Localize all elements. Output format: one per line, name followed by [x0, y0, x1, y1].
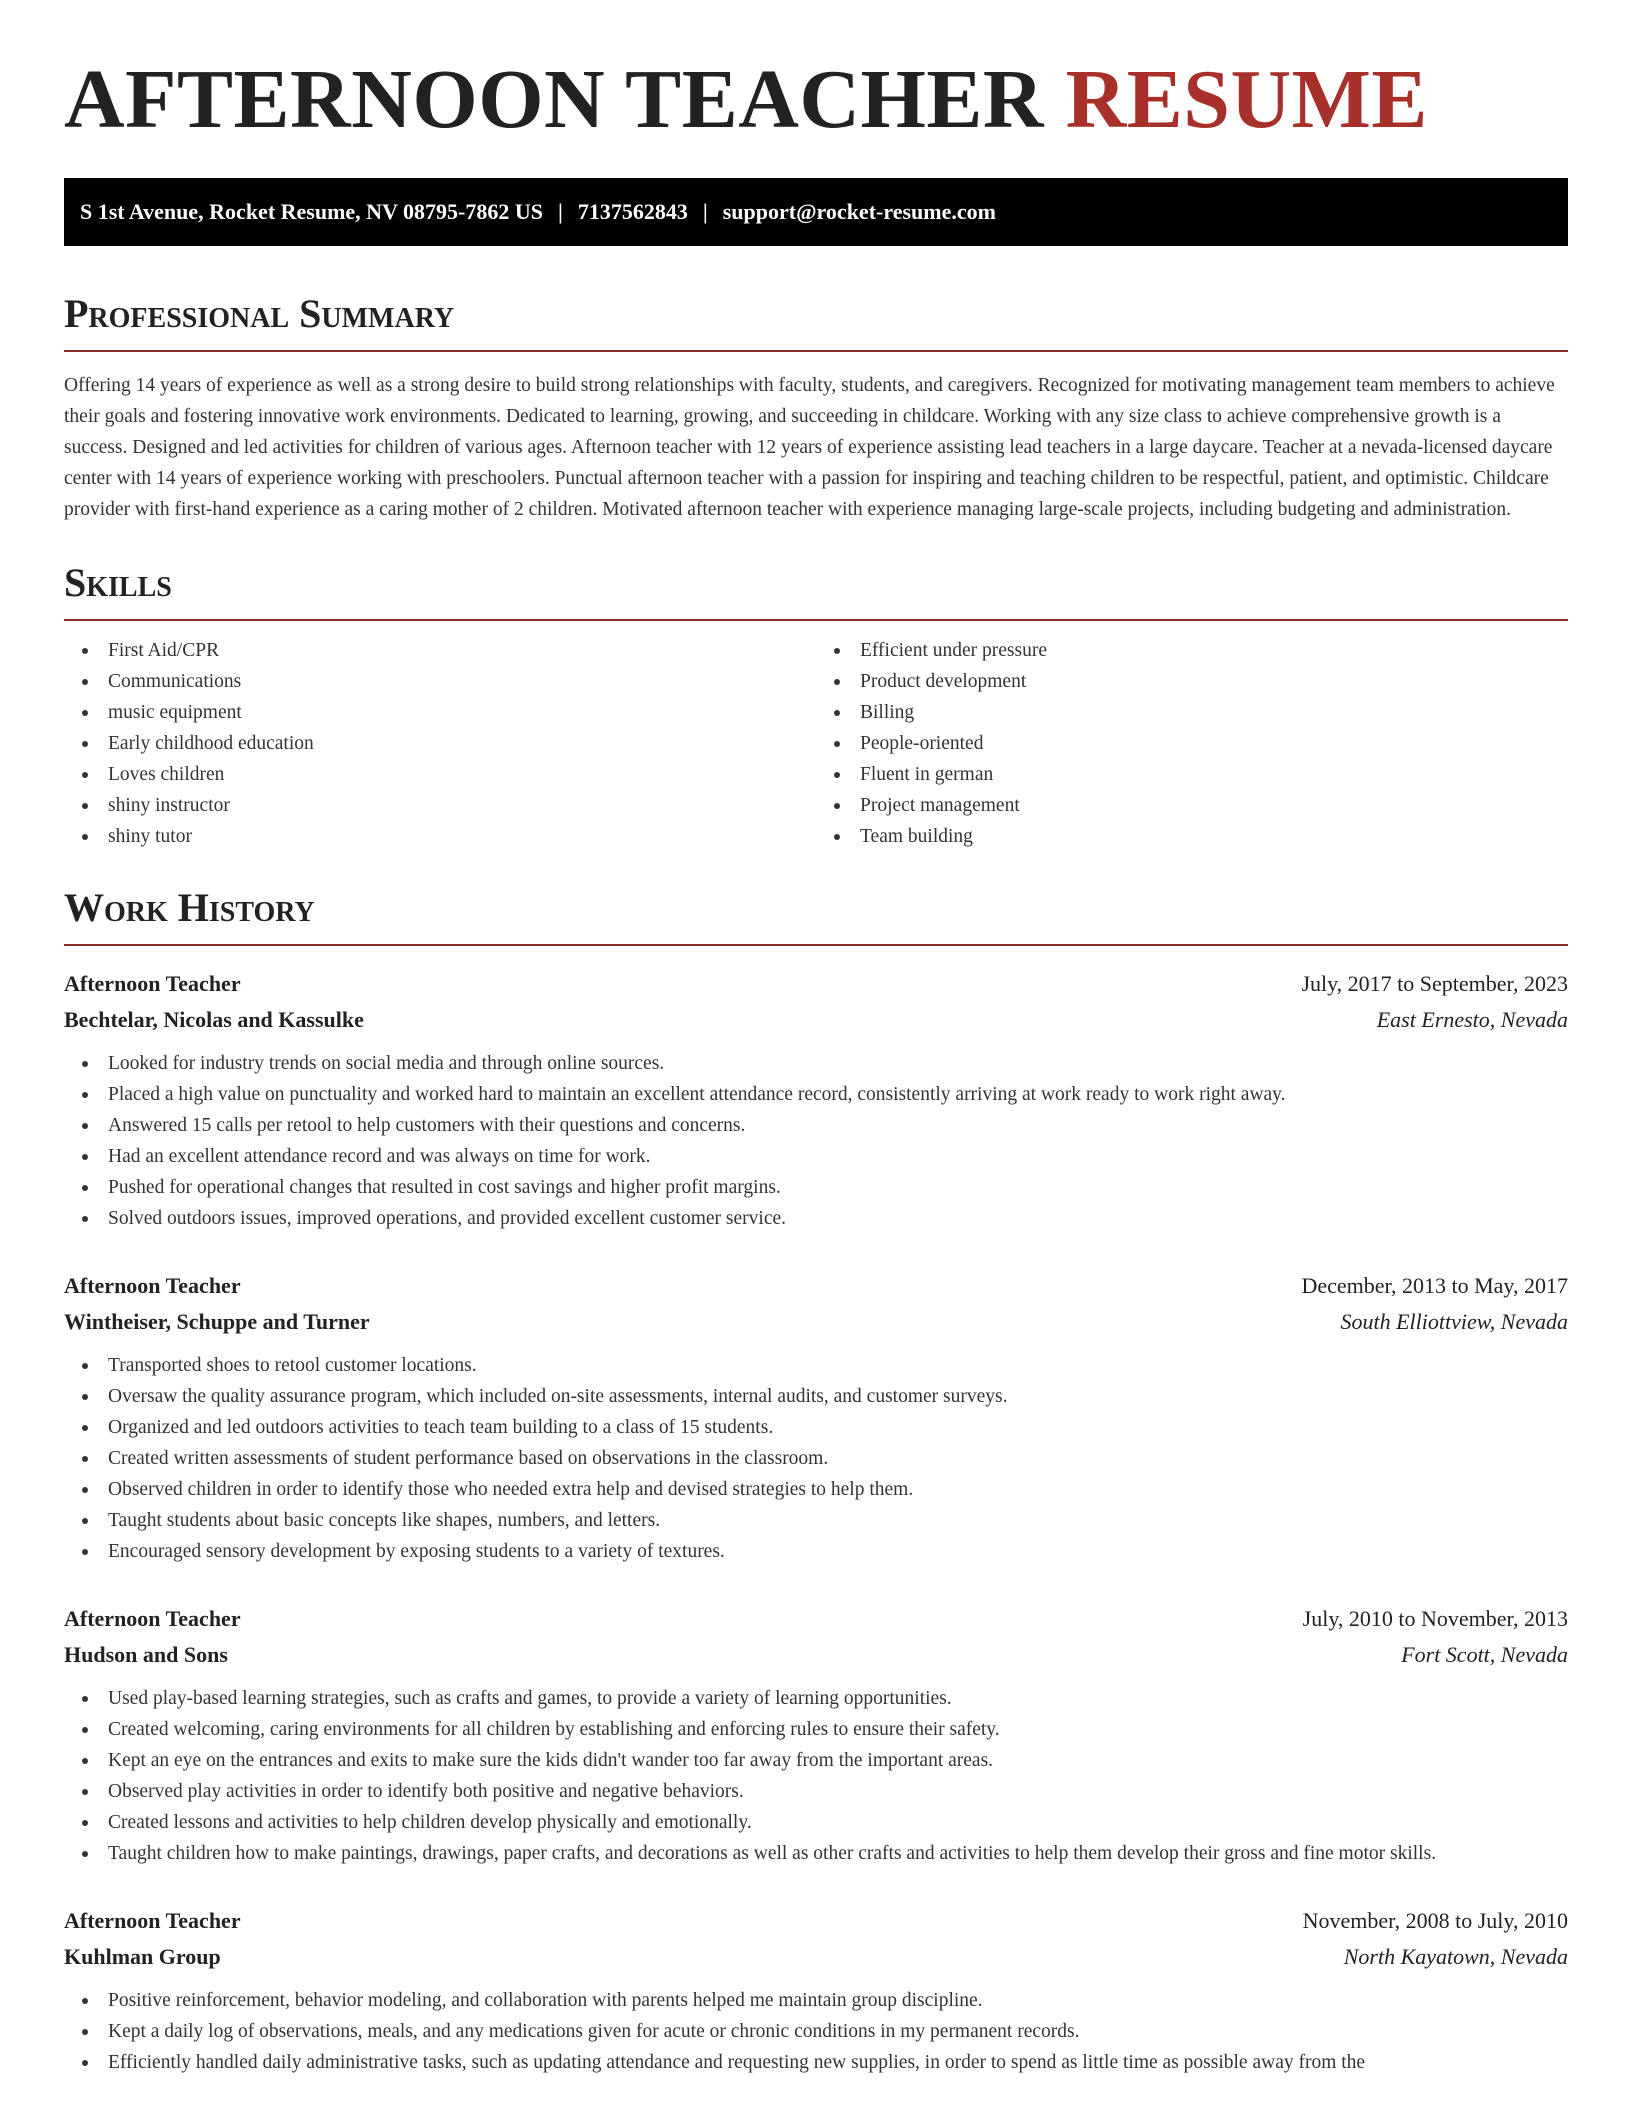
contact-separator: | [558, 199, 563, 224]
skill-item: Communications [108, 666, 816, 697]
skill-item: music equipment [108, 697, 816, 728]
job-list [64, 966, 1568, 2078]
skill-item: shiny instructor [108, 790, 816, 821]
job-company: Bechtelar, Nicolas and Kassulke [64, 1007, 364, 1032]
job-bullets [64, 1683, 1568, 1869]
work-history-section [64, 885, 1568, 2078]
contact-phone: 7137562843 [577, 199, 688, 224]
skills-section [64, 560, 1568, 852]
job-location: Fort Scott, Nevada [1401, 1642, 1568, 1667]
job-bullet: Efficiently handled daily administrative tasks, such as updating attendance and requesting new supplies, in order to spend as little time as possible away from the [108, 2047, 1568, 2078]
job-bullets [64, 1048, 1568, 1234]
skill-item: People-oriented [860, 728, 1568, 759]
job-bullet: Kept an eye on the entrances and exits to make sure the kids didn't wander too far away from the important areas. [108, 1745, 1568, 1776]
skill-item: Billing [860, 697, 1568, 728]
job-company: Kuhlman Group [64, 1944, 221, 1969]
job-company: Hudson and Sons [64, 1642, 228, 1667]
job-bullet: Had an excellent attendance record and was always on time for work. [108, 1141, 1568, 1172]
job-dates: July, 2017 to September, 2023 [1301, 971, 1568, 996]
job-dates: July, 2010 to November, 2013 [1302, 1606, 1568, 1631]
job-bullet: Used play-based learning strategies, such as crafts and games, to provide a variety of learning opportunities. [108, 1683, 1568, 1714]
job-company-row [64, 1939, 1568, 1975]
skill-item: First Aid/CPR [108, 635, 816, 666]
contact-separator: | [702, 199, 708, 224]
job-bullet: Created written assessments of student performance based on observations in the classroom. [108, 1443, 1568, 1474]
contact-email: support@rocket-resume.com [722, 199, 996, 224]
job-bullet: Pushed for operational changes that resulted in cost savings and higher profit margins. [108, 1172, 1568, 1203]
contact-address: S 1st Avenue, Rocket Resume, NV 08795-7862 US [80, 199, 544, 224]
job-bullet: Looked for industry trends on social media and through online sources. [108, 1048, 1568, 1079]
job-bullet: Kept a daily log of observations, meals, and any medications given for acute or chronic conditions in my permanent records. [108, 2016, 1568, 2047]
job-bullet: Observed children in order to identify those who needed extra help and devised strategies to help them. [108, 1474, 1568, 1505]
section-heading-skills: Skills [64, 563, 1568, 621]
section-heading-summary: Professional Summary [64, 294, 1568, 352]
job-location: South Elliottview, Nevada [1340, 1309, 1568, 1334]
job-entry [64, 1903, 1568, 2078]
contact-bar [64, 178, 1568, 246]
job-bullet: Observed play activities in order to identify both positive and negative behaviors. [108, 1776, 1568, 1807]
job-entry [64, 1601, 1568, 1869]
job-bullet: Organized and led outdoors activities to teach team building to a class of 15 students. [108, 1412, 1568, 1443]
resume-title [64, 53, 1568, 146]
job-bullet: Solved outdoors issues, improved operations, and provided excellent customer service. [108, 1203, 1568, 1234]
job-header-row [64, 1903, 1568, 1939]
job-location: East Ernesto, Nevada [1376, 1007, 1568, 1032]
job-bullet: Placed a high value on punctuality and worked hard to maintain an excellent attendance record, consistently arriving at work ready to work right away. [108, 1079, 1568, 1110]
job-title: Afternoon Teacher [64, 971, 241, 996]
job-header-row [64, 1268, 1568, 1304]
job-bullet: Taught children how to make paintings, drawings, paper crafts, and decorations as well as other crafts and activities to help them develop their gross and fine motor skills. [108, 1838, 1568, 1869]
job-bullets [64, 1985, 1568, 2078]
job-bullet: Encouraged sensory development by exposing students to a variety of textures. [108, 1536, 1568, 1567]
job-header-row [64, 1601, 1568, 1637]
skill-item: Loves children [108, 759, 816, 790]
job-bullet: Taught students about basic concepts like shapes, numbers, and letters. [108, 1505, 1568, 1536]
job-dates: December, 2013 to May, 2017 [1301, 1273, 1568, 1298]
skill-item: shiny tutor [108, 821, 816, 852]
section-heading-work-history: Work History [64, 888, 1568, 946]
job-entry [64, 1268, 1568, 1567]
job-bullet: Transported shoes to retool customer locations. [108, 1350, 1568, 1381]
job-bullet: Created lessons and activities to help children develop physically and emotionally. [108, 1807, 1568, 1838]
summary-text: Offering 14 years of experience as well as a strong desire to build strong relationships with faculty, students, and caregivers. Recognized for motivating management team members to achieve their goals and fostering innovative work environments. Dedicated to learning, growing, and succeeding in childcare. Working with any size class to achieve comprehensive growth is a success. Designed and led activities for children of various ages. Afternoon teacher with 12 years of experience assisting lead teachers in a large daycare. Teacher at a nevada-licensed daycare center with 14 years of experience working with preschoolers. Punctual afternoon teacher with a passion for inspiring and teaching children to be respectful, patient, and optimistic. Childcare provider with first-hand experience as a caring mother of 2 children. Motivated afternoon teacher with experience managing large-scale projects, including budgeting and administration. [64, 375, 1555, 520]
job-company-row [64, 1002, 1568, 1038]
job-header-row [64, 966, 1568, 1002]
job-bullet: Answered 15 calls per retool to help customers with their questions and concerns. [108, 1110, 1568, 1141]
job-title: Afternoon Teacher [64, 1606, 241, 1631]
resume-title-main: AFTERNOON TEACHER [64, 53, 1045, 146]
job-entry [64, 966, 1568, 1234]
skills-list-right [816, 635, 1568, 852]
skill-item: Fluent in german [860, 759, 1568, 790]
job-company-row [64, 1637, 1568, 1673]
skill-item: Product development [860, 666, 1568, 697]
skill-item: Project management [860, 790, 1568, 821]
job-bullets [64, 1350, 1568, 1567]
skill-item: Early childhood education [108, 728, 816, 759]
job-location: North Kayatown, Nevada [1343, 1944, 1568, 1969]
job-company: Wintheiser, Schuppe and Turner [64, 1309, 370, 1334]
job-title: Afternoon Teacher [64, 1908, 241, 1933]
skills-grid [64, 635, 1568, 852]
resume-title-accent: RESUME [1065, 53, 1428, 146]
job-title: Afternoon Teacher [64, 1273, 241, 1298]
job-bullet: Created welcoming, caring environments for all children by establishing and enforcing rules to ensure their safety. [108, 1714, 1568, 1745]
job-company-row [64, 1304, 1568, 1340]
job-bullet: Oversaw the quality assurance program, which included on-site assessments, internal audits, and customer surveys. [108, 1381, 1568, 1412]
professional-summary-section [64, 291, 1568, 525]
job-bullet: Positive reinforcement, behavior modeling, and collaboration with parents helped me maintain group discipline. [108, 1985, 1568, 2016]
skills-list-left [64, 635, 816, 852]
skill-item: Efficient under pressure [860, 635, 1568, 666]
skill-item: Team building [860, 821, 1568, 852]
job-dates: November, 2008 to July, 2010 [1302, 1908, 1568, 1933]
